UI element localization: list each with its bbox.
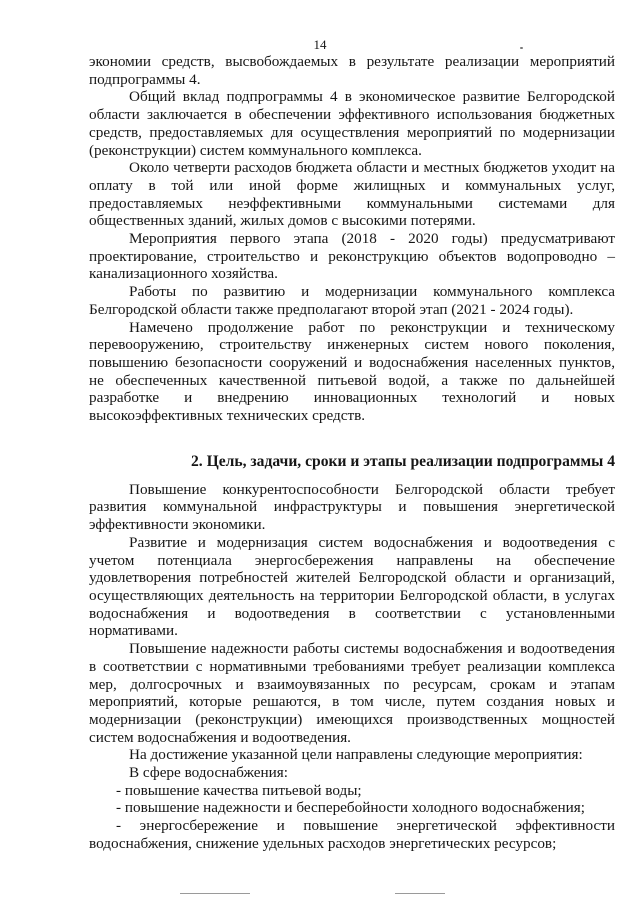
- paragraph: Повышение конкурентоспособности Белгородской области требует развития коммунальной инфраструктуры и повышения энергетической эффективности экономики.: [89, 480, 615, 534]
- paragraph: экономии средств, высвобождаемых в результате реализации мероприятий подпрограммы 4.: [89, 53, 615, 88]
- paragraph: Общий вклад подпрограммы 4 в экономическое развитие Белгородской области заключается в обеспечении эффективного использования бюджетных средств, предоставляемых для осуществления мероприятий по модернизации (реконструкции) систем коммунального комплекса.: [89, 88, 615, 159]
- list-item: - повышение качества питьевой воды;: [116, 781, 362, 799]
- paragraph: Около четверти расходов бюджета области и местных бюджетов уходит на оплату в той или иной форме жилищных и коммунальных услуг, предоставляемых неэффективными коммунальными системами для общественных зданий, жилых домов с высокими потерями.: [89, 159, 615, 230]
- list-item: - энергосбережение и повышение энергетической эффективности водоснабжения, снижение удельных расходов энергетических ресурсов;: [89, 817, 615, 852]
- paragraph: Намечено продолжение работ по реконструкции и техническому перевооружению, строительству инженерных систем нового поколения, повышению безопасности сооружений и водоснабжения населенных пунктов, не обеспеченных качественной питьевой водой, а также по дальнейшей разработке и внедрению инновационных технологий и новых высокоэффективных технических средств.: [89, 318, 615, 425]
- paragraph: Развитие и модернизация систем водоснабжения и водоотведения с учетом потенциала энергосбережения направлены на обеспечение удовлетворения потребностей жителей Белгородской области и организаций, осуществляющих деятельность на территории Белгородской области, в услугах водоснабжения и водоотведения в соответствии с установленными нормативами.: [89, 533, 615, 640]
- scan-artifact: [395, 893, 445, 894]
- paragraph: Работы по развитию и модернизации коммунального комплекса Белгородской области также предполагают второй этап (2021 - 2024 годы).: [89, 283, 615, 318]
- page-number: 14: [313, 37, 327, 52]
- scan-artifact: [180, 893, 250, 894]
- paragraph: В сфере водоснабжения:: [129, 764, 288, 782]
- scan-speck: [520, 47, 523, 49]
- document-body: [89, 53, 615, 853]
- list-item: - повышение надежности и бесперебойности холодного водоснабжения;: [116, 799, 585, 817]
- paragraph: Мероприятия первого этапа (2018 - 2020 годы) предусматривают проектирование, строительство и реконструкцию объектов водопроводно – канализационного хозяйства.: [89, 230, 615, 283]
- paragraph: На достижение указанной цели направлены следующие мероприятия:: [129, 746, 583, 764]
- section-heading: 2. Цель, задачи, сроки и этапы реализации подпрограммы 4: [190, 452, 615, 470]
- paragraph: Повышение надежности работы системы водоснабжения и водоотведения в соответствии с нормативными требованиями требует реализации комплекса мер, долгосрочных и взаимоувязанных по ресурсам, срокам и этапам мероприятий, которые решаются, в том числе, путем создания новых и модернизации (реконструкции) имеющихся производственных мощностей систем водоснабжения и водоотведения.: [89, 640, 615, 746]
